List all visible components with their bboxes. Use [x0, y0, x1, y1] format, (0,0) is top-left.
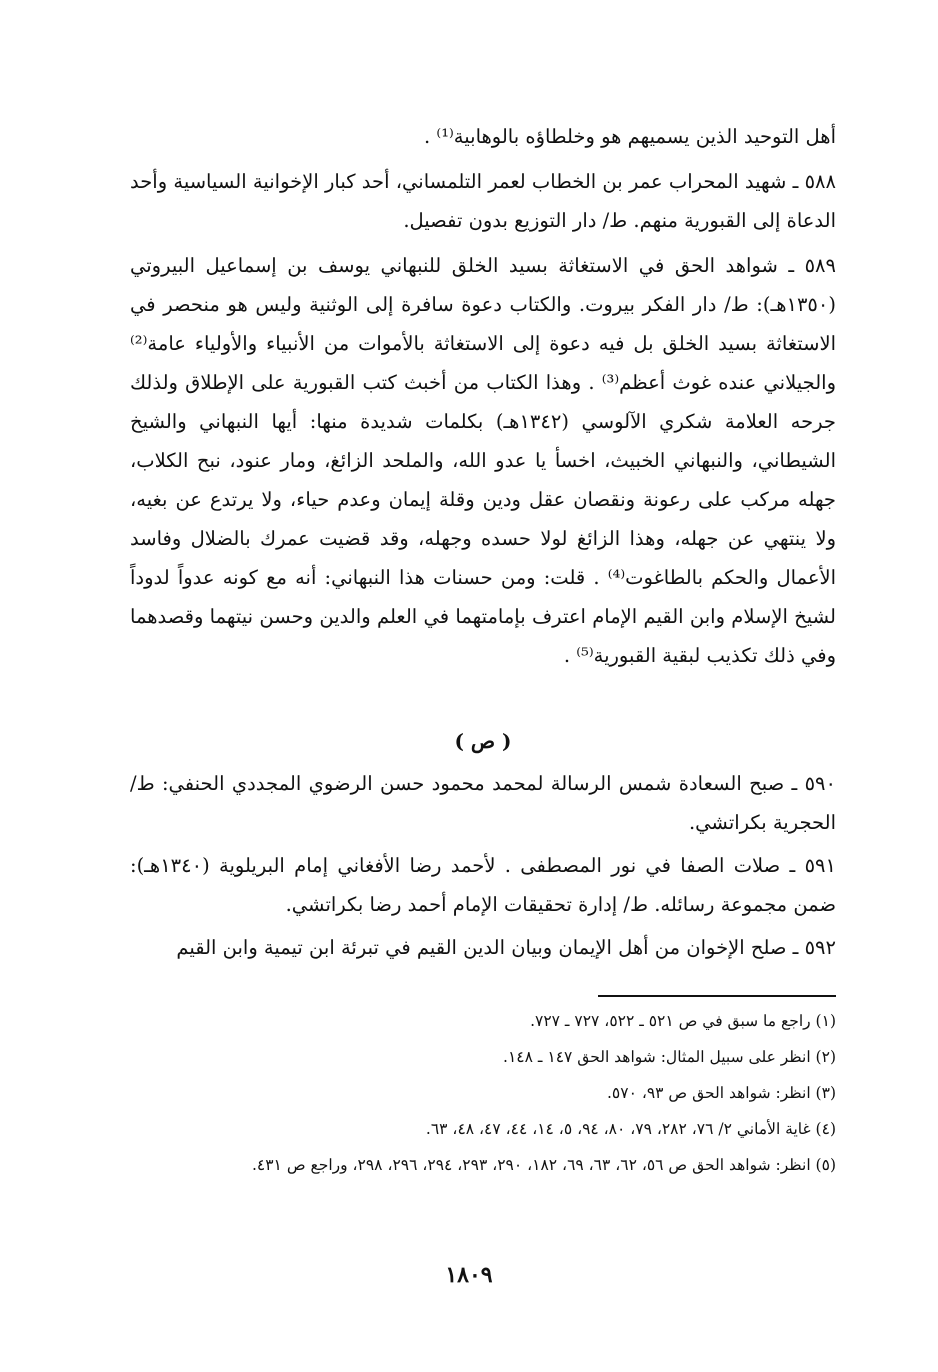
intro-paragraph: أهل التوحيد الذين يسميهم هو وخلطاؤه بالوهابية⁽¹⁾ .: [424, 125, 836, 148]
entry-592: ٥٩٢ ـ صلح الإخوان من أهل الإيمان وبيان الدين القيم في تبرئة ابن تيمية وابن القيم: [176, 936, 836, 959]
main-text-upper: [130, 117, 836, 675]
entry-591: ٥٩١ ـ صلات الصفا في نور المصطفى . لأحمد رضا الأفغاني إمام البريلوية (١٣٤٠هـ): ضمن مجموعة رسائله. ط/ إدارة تحقيقات الإمام أحمد رضا بكراتشي.: [130, 854, 836, 916]
footnotes: [130, 1003, 836, 1183]
footnote-2: (٢) انظر على سبيل المثال: شواهد الحق ١٤٧ ـ ١٤٨.: [503, 1048, 836, 1066]
section-heading: ( ص ): [454, 729, 512, 753]
footnote-5: (٥) انظر: شواهد الحق ص ٥٦، ٦٢، ٦٣، ٦٩، ١٨٢، ٢٩٠، ٢٩٣، ٢٩٤، ٢٩٦، ٢٩٨، وراجع ص ٤٣١.: [251, 1156, 836, 1174]
footnote-3: (٣) انظر: شواهد الحق ص ٩٣، ٥٧٠.: [606, 1084, 836, 1102]
footnote-4: (٤) غاية الأماني ٢/ ٧٦، ٢٨٢، ٧٩، ٨٠، ٩٤، ٥، ١٤، ٤٤، ٤٧، ٤٨، ٦٣.: [425, 1120, 836, 1138]
main-text-lower: [130, 764, 836, 967]
footnote-1: (١) راجع ما سبق في ص ٥٢١ ـ ٥٢٢، ٧٢٧ ـ ٧٢٧.: [530, 1012, 836, 1030]
entry-588: ٥٨٨ ـ شهيد المحراب عمر بن الخطاب لعمر التلمساني، أحد كبار الإخوانية السياسية وأحد الدعاة إلى القبورية منهم. ط/ دار التوزيع بدون تفصيل.: [130, 170, 836, 232]
entry-589: ٥٨٩ ـ شواهد الحق في الاستغاثة بسيد الخلق للنبهاني يوسف بن إسماعيل البيروتي (١٣٥٠هـ): ط/ دار الفكر بيروت. والكتاب دعوة سافرة إلى الوثنية وليس هو منحصر في الاستغاثة بسيد الخلق بل فيه دعوة إلى الاستغاثة بالأموات من الأنبياء والأولياء عامة⁽²⁾ والجيلاني عنده غوث أعظم⁽³⁾ . وهذا الكتاب من أخبث كتب القبورية على الإطلاق ولذلك جرحه العلامة شكري الآلوسي (١٣٤٢هـ) بكلمات شديدة منها: أيها النبهاني والشيخ الشيطاني، والنبهاني الخبيث، اخسأ يا عدو الله، والملحد الزائغ، ومار عنود، نبح الكلاب، جهله مركب على رعونة ونقصان عقل ودين وقلة إيمان وعدم حياء، ولا يرتدع عن بغيه، ولا ينتهي عن جهله، وهذا الزائغ لولا حسده وجهله، وقد قضيت عمرك بالضلال وفاسد الأعمال والحكم بالطاغوت⁽⁴⁾ . قلت: ومن حسنات هذا النبهاني: أنه مع كونه عدواً لدوداً لشيخ الإسلام وابن القيم الإمام اعترف بإمامتهما في العلم والدين وحسن نيتهما وقصدهما وفي ذلك تكذيب لبقية القبورية⁽⁵⁾ .: [130, 254, 836, 667]
footnote-divider: [598, 995, 836, 997]
entry-590: ٥٩٠ ـ صبح السعادة شمس الرسالة لمحمد محمود حسن الرضوي المجددي الحنفي: ط/ الحجرية بكراتشي.: [130, 772, 836, 834]
page-number: ١٨٠٩: [445, 1262, 493, 1288]
